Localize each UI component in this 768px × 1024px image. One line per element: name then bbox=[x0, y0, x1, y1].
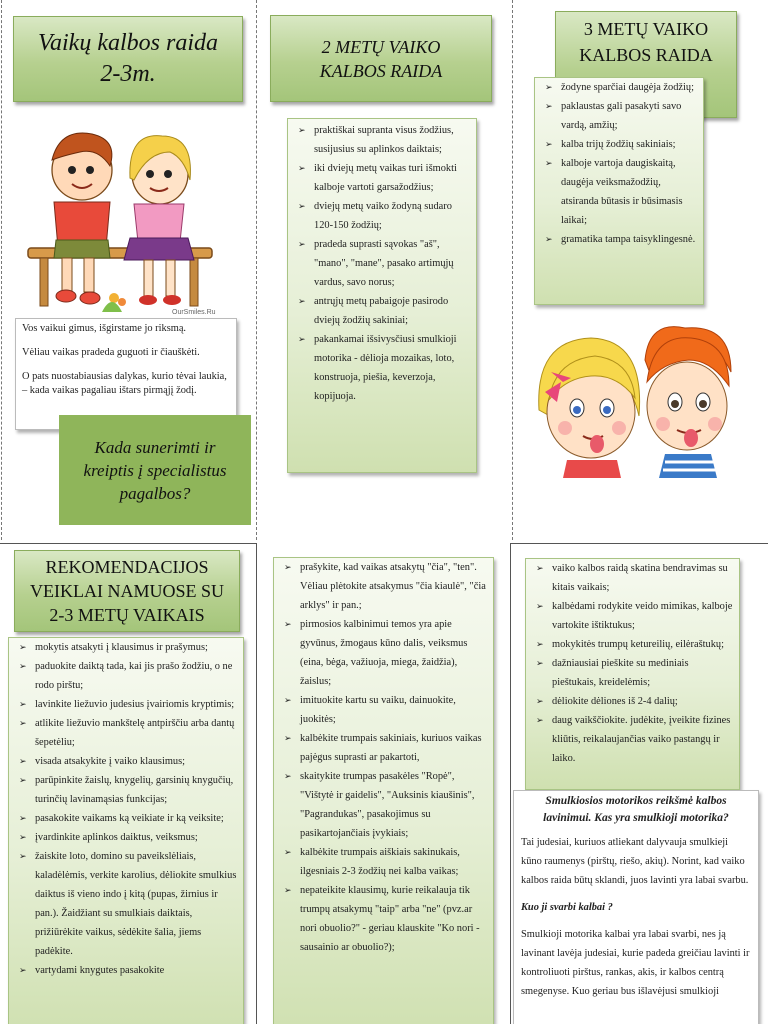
two-year-title-line1: 2 METŲ VAIKO bbox=[321, 36, 441, 57]
list-item: ➢ visada atsakykite į vaiko klausimus; bbox=[9, 752, 239, 771]
list-item: ➢ parūpinkite žaislų, knygelių, garsinių knygučių, turinčių lavinamąsias funkcijas; bbox=[9, 771, 239, 809]
motor-skills-question: Kuo ji svarbi kalbai ? bbox=[521, 902, 613, 913]
intro-paragraph-1: Vos vaikui gimus, išgirstame jo riksmą. bbox=[22, 323, 187, 334]
arrow-bullet-icon: ➢ bbox=[19, 965, 27, 975]
arrow-bullet-icon: ➢ bbox=[19, 699, 27, 709]
list-item: ➢ mokytis atsakyti į klausimus ir prašymus; bbox=[9, 638, 239, 657]
illustration-watermark: OurSmiles.Ru bbox=[172, 309, 216, 316]
list-item: ➢ pradeda suprasti sąvokas "aš", "mano", "mane", pasako artimųjų vardus, savo norus; bbox=[288, 235, 470, 292]
two-year-title-line2: KALBOS RAIDA bbox=[319, 60, 443, 81]
arrow-bullet-icon: ➢ bbox=[545, 101, 553, 111]
list-item: ➢ kalbėkite trumpais aiškiais sakinukais, ilgesniais 2-3 žodžių nei kalba vaikas; bbox=[274, 843, 489, 881]
list-item: ➢ gramatika tampa taisyklingesnė. bbox=[535, 230, 697, 249]
kids-on-bench-illustration bbox=[22, 122, 217, 317]
kids-tongue-illustration bbox=[535, 320, 735, 480]
motor-skills-title: Smulkiosios motorikos reikšmė kalbos lavinimui. Kas yra smulkioji motorika? bbox=[543, 795, 729, 824]
list-item: ➢ pirmosios kalbinimui temos yra apie gyvūnus, žmogaus kūno dalis, veiksmus (eina, bėga, važiuoja, miega, žaidžia), žaislus; bbox=[274, 615, 489, 691]
arrow-bullet-icon: ➢ bbox=[298, 239, 306, 249]
arrow-bullet-icon: ➢ bbox=[19, 832, 27, 842]
intro-panel bbox=[15, 318, 237, 430]
column-divider-1 bbox=[256, 0, 257, 540]
list-item: ➢ įvardinkite aplinkos daiktus, veiksmus; bbox=[9, 828, 239, 847]
motor-skills-panel bbox=[513, 790, 759, 1024]
main-title-line1: Vaikų kalbos raida bbox=[38, 30, 218, 56]
list-item: ➢ dažniausiai pieškite su mediniais pieštukais, kreidelėmis; bbox=[526, 654, 733, 692]
arrow-bullet-icon: ➢ bbox=[19, 775, 27, 785]
arrow-bullet-icon: ➢ bbox=[298, 125, 306, 135]
arrow-bullet-icon: ➢ bbox=[284, 733, 292, 743]
arrow-bullet-icon: ➢ bbox=[284, 562, 292, 572]
arrow-bullet-icon: ➢ bbox=[19, 851, 27, 861]
arrow-bullet-icon: ➢ bbox=[284, 847, 292, 857]
three-year-title-line2: KALBOS RAIDA bbox=[579, 45, 713, 65]
bottom-divider-2 bbox=[510, 543, 511, 1024]
tips-list-panel bbox=[525, 558, 740, 790]
bottom-divider-1 bbox=[256, 543, 257, 1024]
arrow-bullet-icon: ➢ bbox=[19, 642, 27, 652]
list-item: ➢ nepateikite klausimų, kurie reikalauja tik trumpų atsakymų "taip" arba "ne" (pvz.ar nori obuolio?" - geriau klauskite "Ko nori - sausainio ar obuolio?); bbox=[274, 881, 489, 957]
two-year-list bbox=[288, 121, 470, 406]
list-item: ➢ vaiko kalbos raidą skatina bendravimas su kitais vaikais; bbox=[526, 559, 733, 597]
main-title-line2: 2-3m. bbox=[100, 61, 156, 87]
tips-list bbox=[526, 559, 733, 768]
arrow-bullet-icon: ➢ bbox=[284, 619, 292, 629]
motor-skills-paragraph-2: Smulkioji motorika kalbai yra labai svarbi, nes ją lavinant lavėja judesiai, kurie padeda greičiau lavinti ir kontroliuoti pirštus, rankas, akis, ir kalbos centrą smegenyse. Kuo geriau bus išlavėjusi smulkioji bbox=[521, 929, 750, 997]
motor-skills-paragraph-1: Tai judesiai, kuriuos atliekant dalyvauja smulkieji kūno raumenys (pirštų, riešo, akių). Norint, kad vaiko kalbos raida būtų sklandi, juos lavinti yra labai svarbu. bbox=[521, 837, 749, 886]
three-year-list bbox=[535, 78, 697, 249]
activities-list bbox=[274, 558, 489, 957]
list-item: ➢ iki dviejų metų vaikas turi išmokti kalboje vartoti garsažodžius; bbox=[288, 159, 470, 197]
intro-paragraph-3: O pats nuostabiausias dalykas, kurio tėvai laukia, – kada vaikas pagaliau ištars pirmąjį žodį. bbox=[22, 371, 227, 396]
fold-line-right bbox=[510, 543, 768, 544]
list-item: ➢ antrųjų metų pabaigoje pasirodo dviejų žodžių sakiniai; bbox=[288, 292, 470, 330]
arrow-bullet-icon: ➢ bbox=[545, 158, 553, 168]
when-to-worry-text: Kada sunerimti ir kreiptis į specialistus pagalbos? bbox=[83, 437, 227, 503]
list-item: ➢ mokykitės trumpų ketureilių, eilėraštukų; bbox=[526, 635, 733, 654]
list-item: ➢ pakankamai išsivysčiusi smulkioji motorika - dėlioja mozaikas, loto, konstruoja, piešia, keverzoja, kopijuoja. bbox=[288, 330, 470, 406]
arrow-bullet-icon: ➢ bbox=[298, 296, 306, 306]
recommendations-title-line2: VEIKLAI NAMUOSE SU bbox=[30, 581, 224, 601]
list-item: ➢ daug vaikščiokite. judėkite, įveikite fizines kliūtis, reikalaujančias vaiko pastangų ir laiko. bbox=[526, 711, 733, 768]
arrow-bullet-icon: ➢ bbox=[536, 696, 544, 706]
arrow-bullet-icon: ➢ bbox=[284, 885, 292, 895]
arrow-bullet-icon: ➢ bbox=[545, 234, 553, 244]
list-item: ➢ skaitykite trumpas pasakėles "Ropė", "Vištytė ir gaidelis", "Auksinis kiaušinis", "Pagrandukas", pasakojimus su pasikartojančiais įvykiais; bbox=[274, 767, 489, 843]
recommendations-title bbox=[14, 550, 240, 632]
when-to-worry-box bbox=[59, 415, 251, 525]
list-item: ➢ žaiskite loto, domino su paveikslėliais, kaladėlėmis, verkite karolius, dėliokite smulkius daiktus iš vieno indo į kitą (pupas, žirnius ir pan.). Žaidžiant su smulkiais daiktais, prižiūrėkite vaikus, sėdėkite šalia, jiems padėkite. bbox=[9, 847, 239, 961]
column-divider-2 bbox=[512, 0, 513, 540]
arrow-bullet-icon: ➢ bbox=[536, 563, 544, 573]
list-item: ➢ praktiškai supranta visus žodžius, susijusius su aplinkos daiktais; bbox=[288, 121, 470, 159]
arrow-bullet-icon: ➢ bbox=[536, 601, 544, 611]
arrow-bullet-icon: ➢ bbox=[536, 658, 544, 668]
arrow-bullet-icon: ➢ bbox=[19, 756, 27, 766]
activities-list-panel bbox=[273, 557, 494, 1024]
list-item: ➢ žodyne sparčiai daugėja žodžių; bbox=[535, 78, 697, 97]
arrow-bullet-icon: ➢ bbox=[545, 139, 553, 149]
intro-paragraph-2: Vėliau vaikas pradeda guguoti ir čiauškėti. bbox=[22, 347, 200, 358]
list-item: ➢ kalbėdami rodykite veido mimikas, kalboje vartokite ištiktukus; bbox=[526, 597, 733, 635]
arrow-bullet-icon: ➢ bbox=[536, 715, 544, 725]
list-item: ➢ kalbėkite trumpais sakiniais, kuriuos vaikas pajėgus suprasti ar pakartoti, bbox=[274, 729, 489, 767]
arrow-bullet-icon: ➢ bbox=[19, 661, 27, 671]
list-item: ➢ dėliokite dėliones iš 2-4 dalių; bbox=[526, 692, 733, 711]
two-year-title bbox=[270, 15, 492, 102]
arrow-bullet-icon: ➢ bbox=[298, 334, 306, 344]
list-item: ➢ paklaustas gali pasakyti savo vardą, amžių; bbox=[535, 97, 697, 135]
recommendations-list-panel bbox=[8, 637, 244, 1024]
list-item: ➢ paduokite daiktą tada, kai jis prašo žodžiu, o ne rodo pirštu; bbox=[9, 657, 239, 695]
two-year-list-panel bbox=[287, 118, 477, 473]
arrow-bullet-icon: ➢ bbox=[298, 201, 306, 211]
arrow-bullet-icon: ➢ bbox=[536, 639, 544, 649]
page-left-edge bbox=[1, 0, 2, 540]
list-item: ➢ kalba trijų žodžių sakiniais; bbox=[535, 135, 697, 154]
list-item: ➢ kalboje vartoja daugiskaitą, daugėja veiksmažodžių, atsiranda būtasis ir būsimasis laikai; bbox=[535, 154, 697, 230]
arrow-bullet-icon: ➢ bbox=[284, 695, 292, 705]
list-item: ➢ prašykite, kad vaikas atsakytų "čia", "ten". Vėliau plėtokite atsakymus "čia kiaulė", "čia arklys" ir pan.; bbox=[274, 558, 489, 615]
three-year-list-panel bbox=[534, 77, 704, 305]
arrow-bullet-icon: ➢ bbox=[284, 771, 292, 781]
arrow-bullet-icon: ➢ bbox=[298, 163, 306, 173]
recommendations-title-line1: REKOMENDACIJOS bbox=[45, 557, 209, 577]
list-item: ➢ vartydami knygutes pasakokite bbox=[9, 961, 239, 980]
three-year-title-line1: 3 METŲ VAIKO bbox=[583, 19, 709, 39]
list-item: ➢ atlikite liežuvio mankštelę antpirščiu arba dantų šepetėliu; bbox=[9, 714, 239, 752]
list-item: ➢ pasakokite vaikams ką veikiate ir ką veiksite; bbox=[9, 809, 239, 828]
main-title bbox=[13, 16, 243, 102]
list-item: ➢ imituokite kartu su vaiku, dainuokite, juokitės; bbox=[274, 691, 489, 729]
fold-line-left bbox=[0, 543, 257, 544]
recommendations-list bbox=[9, 638, 239, 980]
arrow-bullet-icon: ➢ bbox=[545, 82, 553, 92]
recommendations-title-line3: 2-3 METŲ VAIKAIS bbox=[49, 605, 205, 625]
arrow-bullet-icon: ➢ bbox=[19, 813, 27, 823]
list-item: ➢ dviejų metų vaiko žodyną sudaro 120-150 žodžių; bbox=[288, 197, 470, 235]
arrow-bullet-icon: ➢ bbox=[19, 718, 27, 728]
list-item: ➢ lavinkite liežuvio judesius įvairiomis kryptimis; bbox=[9, 695, 239, 714]
